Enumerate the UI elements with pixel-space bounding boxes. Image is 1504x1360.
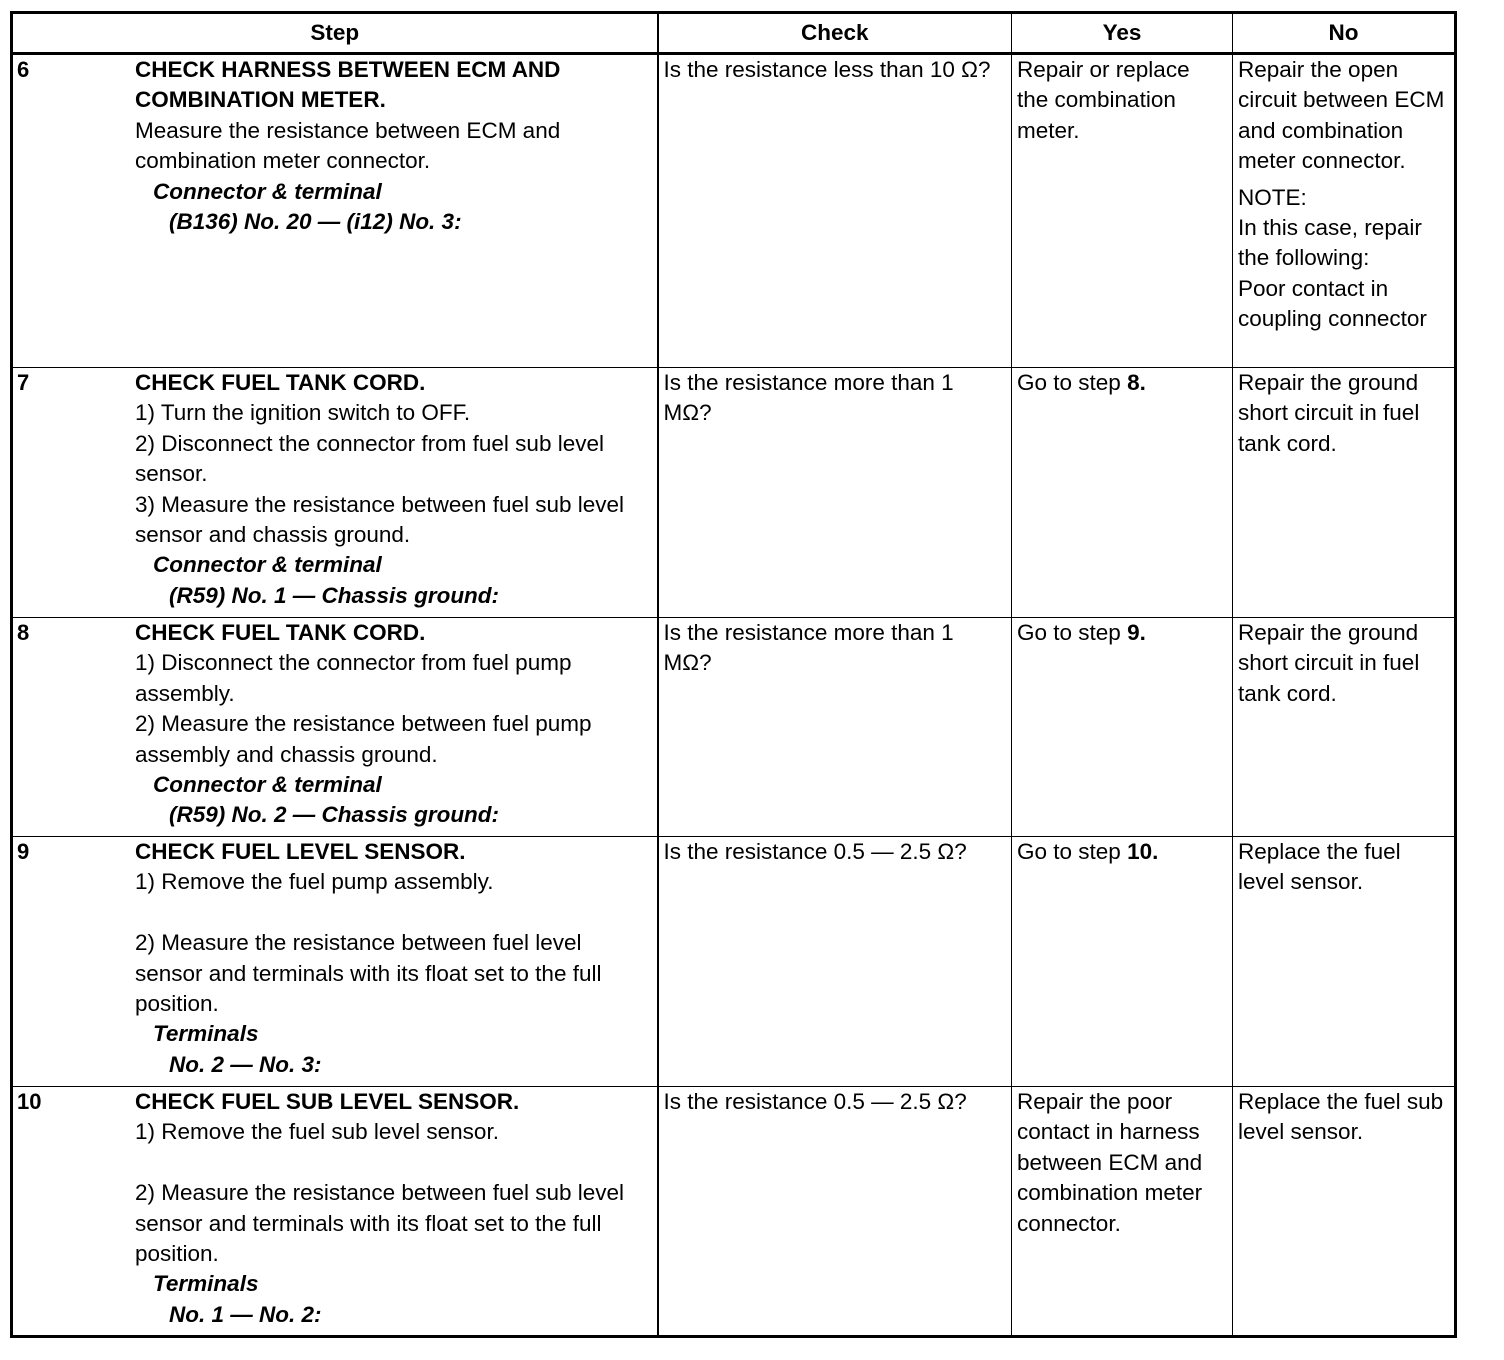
step-substep-3: 3) Measure the resistance between fuel sub level sensor and chassis ground. — [135, 491, 625, 548]
terminals-label: Terminals — [153, 1021, 259, 1047]
no-text: Replace the fuel level sensor. — [1238, 839, 1401, 895]
terminals-value: No. 1 — No. 2: — [169, 1301, 322, 1327]
step-cell — [12, 837, 658, 1087]
diagnostic-table — [10, 11, 1457, 1338]
yes-cell — [1012, 837, 1233, 1087]
check-text: Is the resistance less than 10 Ω? — [663, 57, 991, 82]
connector-terminal-value: (B136) No. 20 — (i12) No. 3: — [169, 209, 462, 235]
step-substep-1: 1) Remove the fuel sub level sensor. — [135, 1119, 499, 1145]
no-text: Replace the fuel sub level sensor. — [1238, 1089, 1444, 1145]
no-text: Repair the open circuit between ECM and combination meter connector. — [1238, 57, 1445, 174]
note-label: NOTE: — [1238, 184, 1307, 210]
step-cell — [12, 54, 658, 368]
no-cell — [1233, 837, 1456, 1087]
step-substep-2: 2) Measure the resistance between fuel sub level sensor and terminals with its float set to the full position. — [135, 1180, 625, 1267]
step-number: 8 — [17, 620, 30, 645]
no-text: Repair the ground short circuit in fuel tank cord. — [1238, 620, 1420, 706]
step-cell — [12, 1087, 658, 1337]
connector-terminal-value: (R59) No. 1 — Chassis ground: — [169, 582, 500, 608]
spacer — [135, 1148, 653, 1178]
step-title: CHECK HARNESS BETWEEN ECM AND — [135, 57, 561, 82]
step-title: CHECK FUEL SUB LEVEL SENSOR. — [135, 1089, 520, 1114]
no-cell — [1233, 54, 1456, 368]
yes-cell — [1012, 1087, 1233, 1337]
no-cell — [1233, 1087, 1456, 1337]
header-step: Step — [12, 13, 658, 54]
step-instruction: Measure the resistance between ECM and combination meter connector. — [135, 117, 561, 174]
check-cell — [658, 368, 1012, 618]
spacer — [135, 898, 653, 928]
connector-terminal-label: Connector & terminal — [153, 772, 382, 798]
check-text: Is the resistance 0.5 — 2.5 Ω? — [663, 839, 967, 864]
step-cell — [12, 618, 658, 837]
step-title-cont: COMBINATION METER. — [135, 87, 386, 113]
terminals-value: No. 2 — No. 3: — [169, 1051, 322, 1077]
note-item: Poor contact in coupling connector — [1238, 275, 1427, 332]
step-title: CHECK FUEL TANK CORD. — [135, 620, 426, 645]
no-cell — [1233, 618, 1456, 837]
connector-terminal-label: Connector & terminal — [153, 552, 382, 578]
step-substep-1: 1) Turn the ignition switch to OFF. — [135, 400, 471, 426]
note-text: In this case, repair the following: — [1238, 215, 1422, 271]
step-substep-2: 2) Measure the resistance between fuel level sensor and terminals with its float set to the full position. — [135, 930, 602, 1017]
yes-cell — [1012, 368, 1233, 618]
step-substep-2: 2) Measure the resistance between fuel pump assembly and chassis ground. — [135, 711, 592, 767]
check-cell — [658, 54, 1012, 368]
yes-step-ref: 9. — [1127, 620, 1146, 645]
yes-cell — [1012, 618, 1233, 837]
check-text: Is the resistance more than 1 MΩ? — [663, 620, 954, 676]
table-row — [12, 54, 1456, 368]
check-text: Is the resistance more than 1 MΩ? — [663, 370, 954, 426]
step-substep-2: 2) Disconnect the connector from fuel sub level sensor. — [135, 430, 604, 487]
table-row — [12, 1087, 1456, 1337]
yes-text: Go to step — [1017, 620, 1128, 645]
step-substep-1: 1) Disconnect the connector from fuel pump assembly. — [135, 650, 572, 706]
check-cell — [658, 837, 1012, 1087]
check-cell — [658, 618, 1012, 837]
no-text: Repair the ground short circuit in fuel tank cord. — [1238, 370, 1420, 456]
header-row — [12, 13, 1456, 54]
no-cell — [1233, 368, 1456, 618]
step-substep-1: 1) Remove the fuel pump assembly. — [135, 869, 494, 895]
yes-cell — [1012, 54, 1233, 368]
yes-text: Go to step — [1017, 370, 1128, 395]
header-yes: Yes — [1012, 13, 1233, 54]
step-number: 9 — [17, 839, 30, 864]
step-title: CHECK FUEL TANK CORD. — [135, 370, 426, 395]
table-row — [12, 368, 1456, 618]
connector-terminal-value: (R59) No. 2 — Chassis ground: — [169, 802, 500, 828]
yes-text: Repair the poor contact in harness between ECM and combination meter connector. — [1017, 1089, 1203, 1236]
yes-text: Go to step — [1017, 839, 1128, 864]
table-row — [12, 837, 1456, 1087]
step-title: CHECK FUEL LEVEL SENSOR. — [135, 839, 466, 864]
yes-text: Repair or replace the combination meter. — [1017, 57, 1190, 143]
step-number: 10 — [17, 1089, 42, 1114]
step-number: 7 — [17, 370, 30, 395]
table-row — [12, 618, 1456, 837]
yes-step-ref: 8. — [1127, 370, 1146, 395]
check-cell — [658, 1087, 1012, 1337]
yes-step-ref: 10. — [1127, 839, 1159, 864]
step-number: 6 — [17, 57, 30, 82]
header-check: Check — [658, 13, 1012, 54]
connector-terminal-label: Connector & terminal — [153, 178, 382, 204]
check-text: Is the resistance 0.5 — 2.5 Ω? — [663, 1089, 967, 1114]
diagnostic-table-container — [10, 11, 1454, 1338]
terminals-label: Terminals — [153, 1271, 259, 1297]
step-cell — [12, 368, 658, 618]
header-no: No — [1233, 13, 1456, 54]
